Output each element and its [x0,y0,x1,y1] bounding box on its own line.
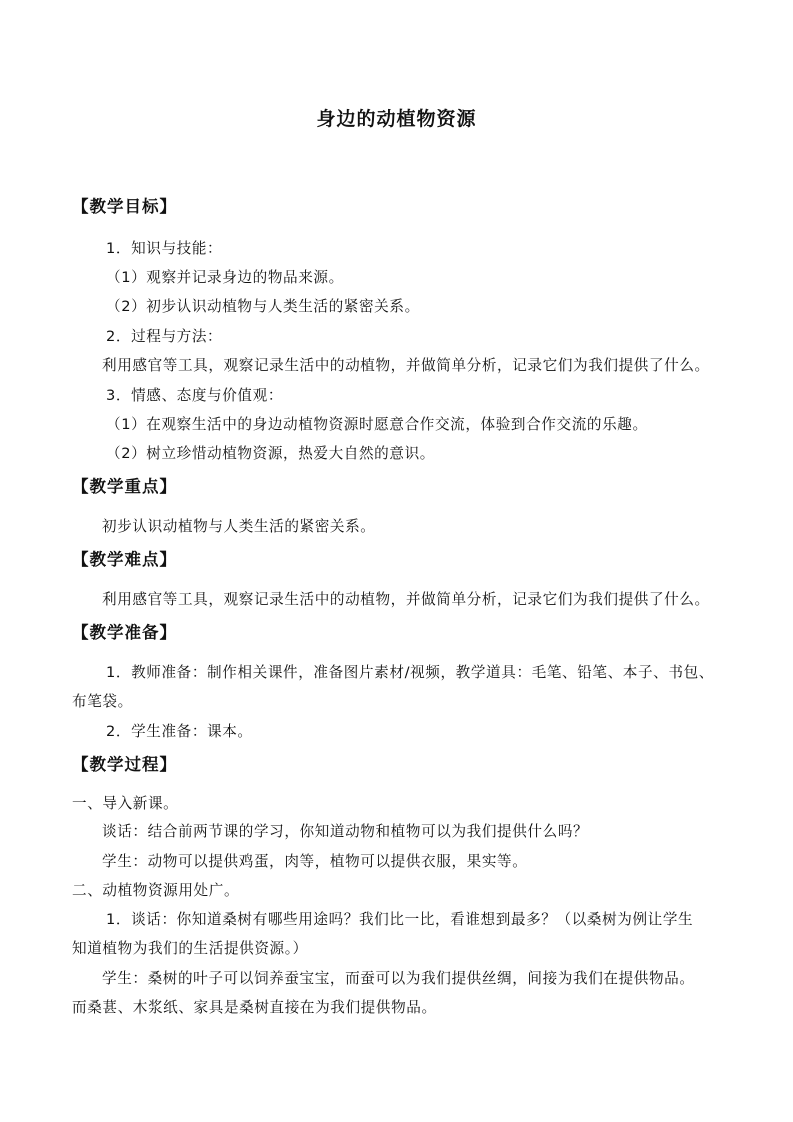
process-line: 二、动植物资源用处广。 [72,882,240,899]
section-heading-key-points: 【教学重点】 [72,477,177,496]
process-line: 谈话：结合前两节课的学习，你知道动物和植物可以为我们提供什么吗？ [102,823,589,840]
objective-line: （2）初步认识动植物与人类生活的紧密关系。 [106,298,420,315]
process-line: 学生：动物可以提供鸡蛋，肉等，植物可以提供衣服，果实等。 [102,853,528,870]
objective-line: （1）在观察生活中的身边动植物资源时愿意合作交流，体验到合作交流的乐趣。 [106,416,648,433]
objective-line: 3．情感、态度与价值观： [106,387,284,404]
preparation-line: 2．学生准备：课本。 [106,723,253,740]
process-line: 而桑葚、木浆纸、家具是桑树直接在为我们提供物品。 [72,999,437,1016]
section-heading-process: 【教学过程】 [72,755,177,774]
process-line: 学生：桑树的叶子可以饲养蚕宝宝，而蚕可以为我们提供丝绸，间接为我们在提供物品。 [102,970,695,987]
process-line: 知道植物为我们的生活提供资源。） [72,940,308,957]
section-heading-objectives: 【教学目标】 [72,197,177,216]
objective-line: 2．过程与方法： [106,328,223,345]
objective-line: （2）树立珍惜动植物资源，热爱大自然的意识。 [106,445,435,462]
objective-line: （1）观察并记录身边的物品来源。 [106,269,344,286]
key-points-text: 初步认识动植物与人类生活的紧密关系。 [102,518,376,535]
objective-line: 1．知识与技能： [106,240,223,257]
process-line: 一、导入新课。 [72,795,179,812]
objective-line: 利用感官等工具，观察记录生活中的动植物，并做简单分析，记录它们为我们提供了什么。 [102,357,710,374]
difficulties-text: 利用感官等工具，观察记录生活中的动植物，并做简单分析，记录它们为我们提供了什么。 [102,591,710,608]
page-title: 身边的动植物资源 [316,108,477,130]
section-heading-difficulties: 【教学难点】 [72,550,177,569]
preparation-line: 布笔袋。 [72,693,133,710]
section-heading-preparation: 【教学准备】 [72,623,177,642]
preparation-line: 1．教师准备：制作相关课件，准备图片素材/视频，教学道具：毛笔、铅笔、本子、书包、 [106,664,714,681]
process-line: 1．谈话：你知道桑树有哪些用途吗？我们比一比，看谁想到最多？（以桑树为例让学生 [106,911,694,928]
